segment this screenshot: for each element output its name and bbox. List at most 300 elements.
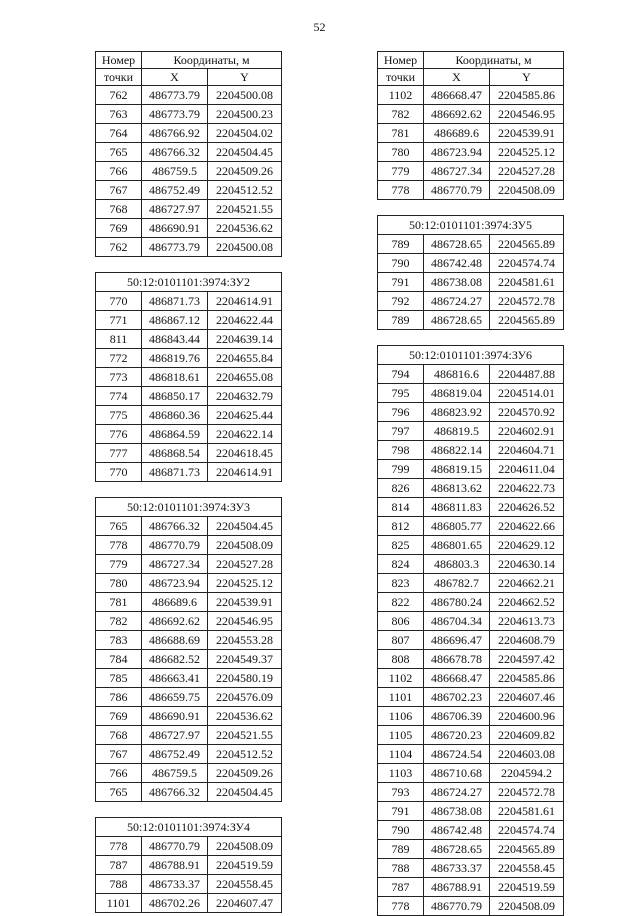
y-coordinate-cell: 2204519.59: [208, 856, 282, 875]
table-gap: [95, 482, 281, 497]
y-coordinate-cell: 2204629.12: [490, 536, 564, 555]
point-number-cell: 824: [378, 555, 424, 574]
point-number-cell: 1102: [378, 669, 424, 688]
x-coordinate-cell: 486868.54: [142, 444, 208, 463]
point-number-cell: 790: [378, 254, 424, 273]
point-number-cell: 773: [96, 368, 142, 387]
x-coordinate-cell: 486690.91: [142, 707, 208, 726]
x-coordinate-cell: 486738.08: [424, 273, 490, 292]
x-coordinate-cell: 486801.65: [424, 536, 490, 555]
table-row: [378, 840, 564, 859]
header-row: [96, 52, 282, 69]
x-coordinate-cell: 486766.32: [142, 783, 208, 802]
y-coordinate-cell: 2204603.08: [490, 745, 564, 764]
y-coordinate-cell: 2204525.12: [490, 143, 564, 162]
point-number-cell: 771: [96, 311, 142, 330]
point-number-cell: 787: [378, 878, 424, 897]
table-row: [378, 536, 564, 555]
y-coordinate-cell: 2204581.61: [490, 802, 564, 821]
y-coordinate-cell: 2204553.28: [208, 631, 282, 650]
y-coordinate-cell: 2204580.19: [208, 669, 282, 688]
point-number-cell: 765: [96, 517, 142, 536]
coordinates-table: [377, 345, 564, 916]
point-number-cell: 778: [378, 897, 424, 916]
x-coordinate-cell: 486689.6: [424, 124, 490, 143]
y-coordinate-cell: 2204622.44: [208, 311, 282, 330]
x-coordinate-cell: 486805.77: [424, 517, 490, 536]
y-coordinate-cell: 2204609.82: [490, 726, 564, 745]
x-coordinate-cell: 486770.79: [424, 181, 490, 200]
point-number-cell: 780: [378, 143, 424, 162]
y-coordinate-cell: 2204512.52: [208, 181, 282, 200]
point-number-cell: 783: [96, 631, 142, 650]
y-coordinate-cell: 2204626.52: [490, 498, 564, 517]
y-coordinate-cell: 2204536.62: [208, 707, 282, 726]
table-row: [378, 365, 564, 384]
x-coordinate-cell: 486704.34: [424, 612, 490, 631]
x-coordinate-cell: 486710.68: [424, 764, 490, 783]
x-coordinate-cell: 486689.6: [142, 593, 208, 612]
table-row: [378, 650, 564, 669]
y-coordinate-cell: 2204632.79: [208, 387, 282, 406]
point-number-cell: 822: [378, 593, 424, 612]
table-row: [378, 311, 564, 330]
y-coordinate-cell: 2204508.09: [208, 837, 282, 856]
point-number-header-2: точки: [378, 69, 424, 86]
x-coordinate-cell: 486682.52: [142, 650, 208, 669]
table-row: [378, 181, 564, 200]
coordinates-table: [95, 51, 282, 257]
y-header: Y: [208, 69, 282, 86]
x-coordinate-cell: 486727.34: [142, 555, 208, 574]
point-number-cell: 782: [378, 105, 424, 124]
point-number-cell: 767: [96, 745, 142, 764]
point-number-cell: 807: [378, 631, 424, 650]
y-coordinate-cell: 2204572.78: [490, 292, 564, 311]
y-coordinate-cell: 2204512.52: [208, 745, 282, 764]
page-number: 52: [313, 20, 326, 34]
table-row: [378, 555, 564, 574]
y-coordinate-cell: 2204504.45: [208, 783, 282, 802]
x-coordinate-cell: 486803.3: [424, 555, 490, 574]
x-coordinate-cell: 486871.73: [142, 463, 208, 482]
x-coordinate-cell: 486702.26: [142, 894, 208, 913]
table-row: [96, 292, 282, 311]
parcel-title: 50:12:0101101:3974:ЗУ6: [378, 346, 564, 365]
table-row: [96, 856, 282, 875]
y-coordinate-cell: 2204509.26: [208, 162, 282, 181]
coordinates-header: Координаты, м: [142, 52, 282, 69]
point-number-cell: 781: [378, 124, 424, 143]
parcel-title-row: [96, 498, 282, 517]
table-row: [96, 368, 282, 387]
y-coordinate-cell: 2204597.42: [490, 650, 564, 669]
point-number-cell: 806: [378, 612, 424, 631]
point-number-cell: 785: [96, 669, 142, 688]
y-coordinate-cell: 2204508.09: [490, 897, 564, 916]
x-coordinate-cell: 486759.5: [142, 162, 208, 181]
table-row: [96, 517, 282, 536]
x-coordinate-cell: 486727.97: [142, 200, 208, 219]
y-coordinate-cell: 2204622.66: [490, 517, 564, 536]
point-number-cell: 769: [96, 707, 142, 726]
table-row: [378, 105, 564, 124]
table-row: [96, 181, 282, 200]
table-row: [96, 726, 282, 745]
point-number-cell: 763: [96, 105, 142, 124]
table-row: [96, 143, 282, 162]
x-coordinate-cell: 486733.37: [142, 875, 208, 894]
table-row: [378, 726, 564, 745]
y-coordinate-cell: 2204508.09: [490, 181, 564, 200]
x-coordinate-cell: 486728.65: [424, 235, 490, 254]
coordinates-table: [377, 51, 564, 200]
y-coordinate-cell: 2204527.28: [490, 162, 564, 181]
x-coordinate-cell: 486727.34: [424, 162, 490, 181]
y-coordinate-cell: 2204572.78: [490, 783, 564, 802]
parcel-title: 50:12:0101101:3974:ЗУ5: [378, 216, 564, 235]
point-number-cell: 1104: [378, 745, 424, 764]
y-coordinate-cell: 2204558.45: [490, 859, 564, 878]
point-number-cell: 765: [96, 143, 142, 162]
x-coordinate-cell: 486720.23: [424, 726, 490, 745]
x-coordinate-cell: 486766.92: [142, 124, 208, 143]
y-header: Y: [490, 69, 564, 86]
table-row: [96, 631, 282, 650]
y-coordinate-cell: 2204521.55: [208, 200, 282, 219]
coordinates-table: [95, 272, 282, 482]
table-row: [96, 444, 282, 463]
x-coordinate-cell: 486723.94: [424, 143, 490, 162]
y-coordinate-cell: 2204614.91: [208, 292, 282, 311]
point-number-cell: 789: [378, 840, 424, 859]
y-coordinate-cell: 2204521.55: [208, 726, 282, 745]
table-row: [96, 311, 282, 330]
coordinates-header: Координаты, м: [424, 52, 564, 69]
table-row: [378, 593, 564, 612]
point-number-cell: 1106: [378, 707, 424, 726]
point-number-cell: 776: [96, 425, 142, 444]
point-number-cell: 779: [96, 555, 142, 574]
point-number-cell: 772: [96, 349, 142, 368]
point-number-cell: 823: [378, 574, 424, 593]
table-row: [96, 387, 282, 406]
point-number-cell: 795: [378, 384, 424, 403]
x-header: X: [424, 69, 490, 86]
y-coordinate-cell: 2204549.37: [208, 650, 282, 669]
point-number-cell: 1102: [378, 86, 424, 105]
point-number-cell: 775: [96, 406, 142, 425]
table-row: [378, 460, 564, 479]
table-row: [96, 555, 282, 574]
point-number-cell: 1101: [378, 688, 424, 707]
x-coordinate-cell: 486723.94: [142, 574, 208, 593]
point-number-cell: 774: [96, 387, 142, 406]
parcel-title: 50:12:0101101:3974:ЗУ4: [96, 818, 282, 837]
y-coordinate-cell: 2204655.84: [208, 349, 282, 368]
x-coordinate-cell: 486759.5: [142, 764, 208, 783]
table-row: [378, 498, 564, 517]
x-coordinate-cell: 486788.91: [424, 878, 490, 897]
y-coordinate-cell: 2204508.09: [208, 536, 282, 555]
point-number-cell: 779: [378, 162, 424, 181]
table-gap: [377, 330, 563, 345]
point-number-cell: 788: [96, 875, 142, 894]
y-coordinate-cell: 2204527.28: [208, 555, 282, 574]
point-number-cell: 798: [378, 441, 424, 460]
x-coordinate-cell: 486782.7: [424, 574, 490, 593]
y-coordinate-cell: 2204539.91: [490, 124, 564, 143]
y-coordinate-cell: 2204613.73: [490, 612, 564, 631]
point-number-cell: 782: [96, 612, 142, 631]
table-row: [96, 837, 282, 856]
x-coordinate-cell: 486788.91: [142, 856, 208, 875]
y-coordinate-cell: 2204585.86: [490, 669, 564, 688]
point-number-cell: 781: [96, 593, 142, 612]
y-coordinate-cell: 2204604.71: [490, 441, 564, 460]
x-coordinate-cell: 486813.62: [424, 479, 490, 498]
point-number-cell: 767: [96, 181, 142, 200]
table-gap: [95, 802, 281, 817]
x-coordinate-cell: 486706.39: [424, 707, 490, 726]
y-coordinate-cell: 2204585.86: [490, 86, 564, 105]
table-row: [378, 292, 564, 311]
y-coordinate-cell: 2204602.91: [490, 422, 564, 441]
parcel-title: 50:12:0101101:3974:ЗУ3: [96, 498, 282, 517]
x-coordinate-cell: 486811.83: [424, 498, 490, 517]
table-row: [378, 422, 564, 441]
x-coordinate-cell: 486702.23: [424, 688, 490, 707]
y-coordinate-cell: 2204607.46: [490, 688, 564, 707]
point-number-cell: 777: [96, 444, 142, 463]
y-coordinate-cell: 2204655.08: [208, 368, 282, 387]
x-coordinate-cell: 486724.27: [424, 292, 490, 311]
x-coordinate-cell: 486766.32: [142, 143, 208, 162]
point-number-cell: 786: [96, 688, 142, 707]
point-number-cell: 770: [96, 292, 142, 311]
y-coordinate-cell: 2204500.08: [208, 86, 282, 105]
point-number-cell: 825: [378, 536, 424, 555]
y-coordinate-cell: 2204570.92: [490, 403, 564, 422]
table-row: [378, 235, 564, 254]
table-row: [96, 593, 282, 612]
table-row: [378, 441, 564, 460]
point-number-cell: 826: [378, 479, 424, 498]
x-coordinate-cell: 486819.5: [424, 422, 490, 441]
point-number-cell: 789: [378, 235, 424, 254]
x-coordinate-cell: 486668.47: [424, 669, 490, 688]
table-row: [96, 612, 282, 631]
point-number-header-1: Номер: [96, 52, 142, 69]
table-row: [378, 783, 564, 802]
point-number-cell: 790: [378, 821, 424, 840]
x-coordinate-cell: 486688.69: [142, 631, 208, 650]
y-coordinate-cell: 2204618.45: [208, 444, 282, 463]
x-coordinate-cell: 486696.47: [424, 631, 490, 650]
point-number-cell: 768: [96, 726, 142, 745]
table-row: [378, 802, 564, 821]
point-number-cell: 792: [378, 292, 424, 311]
table-gap: [377, 200, 563, 215]
y-coordinate-cell: 2204504.45: [208, 517, 282, 536]
point-number-cell: 770: [96, 463, 142, 482]
table-row: [378, 764, 564, 783]
x-coordinate-cell: 486659.75: [142, 688, 208, 707]
point-number-cell: 784: [96, 650, 142, 669]
x-coordinate-cell: 486752.49: [142, 745, 208, 764]
point-number-cell: 766: [96, 764, 142, 783]
x-header: X: [142, 69, 208, 86]
point-number-cell: 1105: [378, 726, 424, 745]
x-coordinate-cell: 486819.76: [142, 349, 208, 368]
x-coordinate-cell: 486819.15: [424, 460, 490, 479]
y-coordinate-cell: 2204500.08: [208, 238, 282, 257]
table-row: [378, 162, 564, 181]
table-row: [96, 783, 282, 802]
table-row: [378, 612, 564, 631]
x-coordinate-cell: 486843.44: [142, 330, 208, 349]
y-coordinate-cell: 2204662.21: [490, 574, 564, 593]
point-number-cell: 799: [378, 460, 424, 479]
point-number-cell: 796: [378, 403, 424, 422]
coordinates-table: [95, 497, 282, 802]
x-coordinate-cell: 486860.36: [142, 406, 208, 425]
point-number-cell: 778: [96, 837, 142, 856]
y-coordinate-cell: 2204504.45: [208, 143, 282, 162]
x-coordinate-cell: 486773.79: [142, 86, 208, 105]
x-coordinate-cell: 486733.37: [424, 859, 490, 878]
y-coordinate-cell: 2204565.89: [490, 235, 564, 254]
table-row: [96, 875, 282, 894]
x-coordinate-cell: 486770.79: [142, 536, 208, 555]
y-coordinate-cell: 2204514.01: [490, 384, 564, 403]
x-coordinate-cell: 486742.48: [424, 254, 490, 273]
point-number-cell: 793: [378, 783, 424, 802]
table-row: [378, 273, 564, 292]
point-number-cell: 788: [378, 859, 424, 878]
x-coordinate-cell: 486823.92: [424, 403, 490, 422]
table-row: [378, 479, 564, 498]
x-coordinate-cell: 486728.65: [424, 840, 490, 859]
header-row: [378, 69, 564, 86]
x-coordinate-cell: 486692.62: [142, 612, 208, 631]
x-coordinate-cell: 486742.48: [424, 821, 490, 840]
table-row: [96, 894, 282, 913]
table-row: [96, 162, 282, 181]
point-number-cell: 778: [96, 536, 142, 555]
parcel-title-row: [96, 273, 282, 292]
point-number-header-1: Номер: [378, 52, 424, 69]
x-coordinate-cell: 486728.65: [424, 311, 490, 330]
table-row: [96, 764, 282, 783]
x-coordinate-cell: 486864.59: [142, 425, 208, 444]
point-number-cell: 778: [378, 181, 424, 200]
table-row: [96, 425, 282, 444]
table-row: [96, 707, 282, 726]
table-row: [378, 821, 564, 840]
x-coordinate-cell: 486819.04: [424, 384, 490, 403]
point-number-cell: 780: [96, 574, 142, 593]
point-number-cell: 764: [96, 124, 142, 143]
y-coordinate-cell: 2204558.45: [208, 875, 282, 894]
point-number-cell: 787: [96, 856, 142, 875]
y-coordinate-cell: 2204639.14: [208, 330, 282, 349]
x-coordinate-cell: 486738.08: [424, 802, 490, 821]
table-row: [96, 200, 282, 219]
point-number-cell: 1101: [96, 894, 142, 913]
table-row: [378, 897, 564, 916]
point-number-header-2: точки: [96, 69, 142, 86]
x-coordinate-cell: 486692.62: [424, 105, 490, 124]
table-row: [96, 349, 282, 368]
y-coordinate-cell: 2204607.47: [208, 894, 282, 913]
right-coordinates-column: [377, 51, 563, 916]
table-row: [378, 254, 564, 273]
point-number-cell: 791: [378, 802, 424, 821]
x-coordinate-cell: 486816.6: [424, 365, 490, 384]
table-row: [378, 403, 564, 422]
header-row: [378, 52, 564, 69]
header-row: [96, 69, 282, 86]
y-coordinate-cell: 2204546.95: [208, 612, 282, 631]
table-row: [96, 536, 282, 555]
table-row: [378, 124, 564, 143]
left-coordinates-column: [95, 51, 281, 913]
table-row: [96, 650, 282, 669]
x-coordinate-cell: 486780.24: [424, 593, 490, 612]
x-coordinate-cell: 486668.47: [424, 86, 490, 105]
y-coordinate-cell: 2204519.59: [490, 878, 564, 897]
x-coordinate-cell: 486770.79: [142, 837, 208, 856]
table-row: [96, 463, 282, 482]
table-row: [378, 86, 564, 105]
parcel-title-row: [378, 346, 564, 365]
y-coordinate-cell: 2204565.89: [490, 311, 564, 330]
y-coordinate-cell: 2204487.88: [490, 365, 564, 384]
table-row: [96, 669, 282, 688]
point-number-cell: 762: [96, 86, 142, 105]
table-row: [96, 574, 282, 593]
x-coordinate-cell: 486871.73: [142, 292, 208, 311]
table-row: [96, 238, 282, 257]
x-coordinate-cell: 486727.97: [142, 726, 208, 745]
y-coordinate-cell: 2204630.14: [490, 555, 564, 574]
point-number-cell: 814: [378, 498, 424, 517]
y-coordinate-cell: 2204622.73: [490, 479, 564, 498]
point-number-cell: 794: [378, 365, 424, 384]
x-coordinate-cell: 486773.79: [142, 105, 208, 124]
coordinates-table: [377, 215, 564, 330]
y-coordinate-cell: 2204600.96: [490, 707, 564, 726]
x-coordinate-cell: 486770.79: [424, 897, 490, 916]
point-number-cell: 797: [378, 422, 424, 441]
y-coordinate-cell: 2204539.91: [208, 593, 282, 612]
x-coordinate-cell: 486663.41: [142, 669, 208, 688]
x-coordinate-cell: 486773.79: [142, 238, 208, 257]
y-coordinate-cell: 2204574.74: [490, 821, 564, 840]
y-coordinate-cell: 2204576.09: [208, 688, 282, 707]
table-row: [96, 688, 282, 707]
point-number-cell: 766: [96, 162, 142, 181]
y-coordinate-cell: 2204565.89: [490, 840, 564, 859]
x-coordinate-cell: 486850.17: [142, 387, 208, 406]
point-number-cell: 762: [96, 238, 142, 257]
table-row: [378, 384, 564, 403]
table-row: [378, 143, 564, 162]
table-gap: [95, 257, 281, 272]
table-row: [378, 669, 564, 688]
point-number-cell: 789: [378, 311, 424, 330]
